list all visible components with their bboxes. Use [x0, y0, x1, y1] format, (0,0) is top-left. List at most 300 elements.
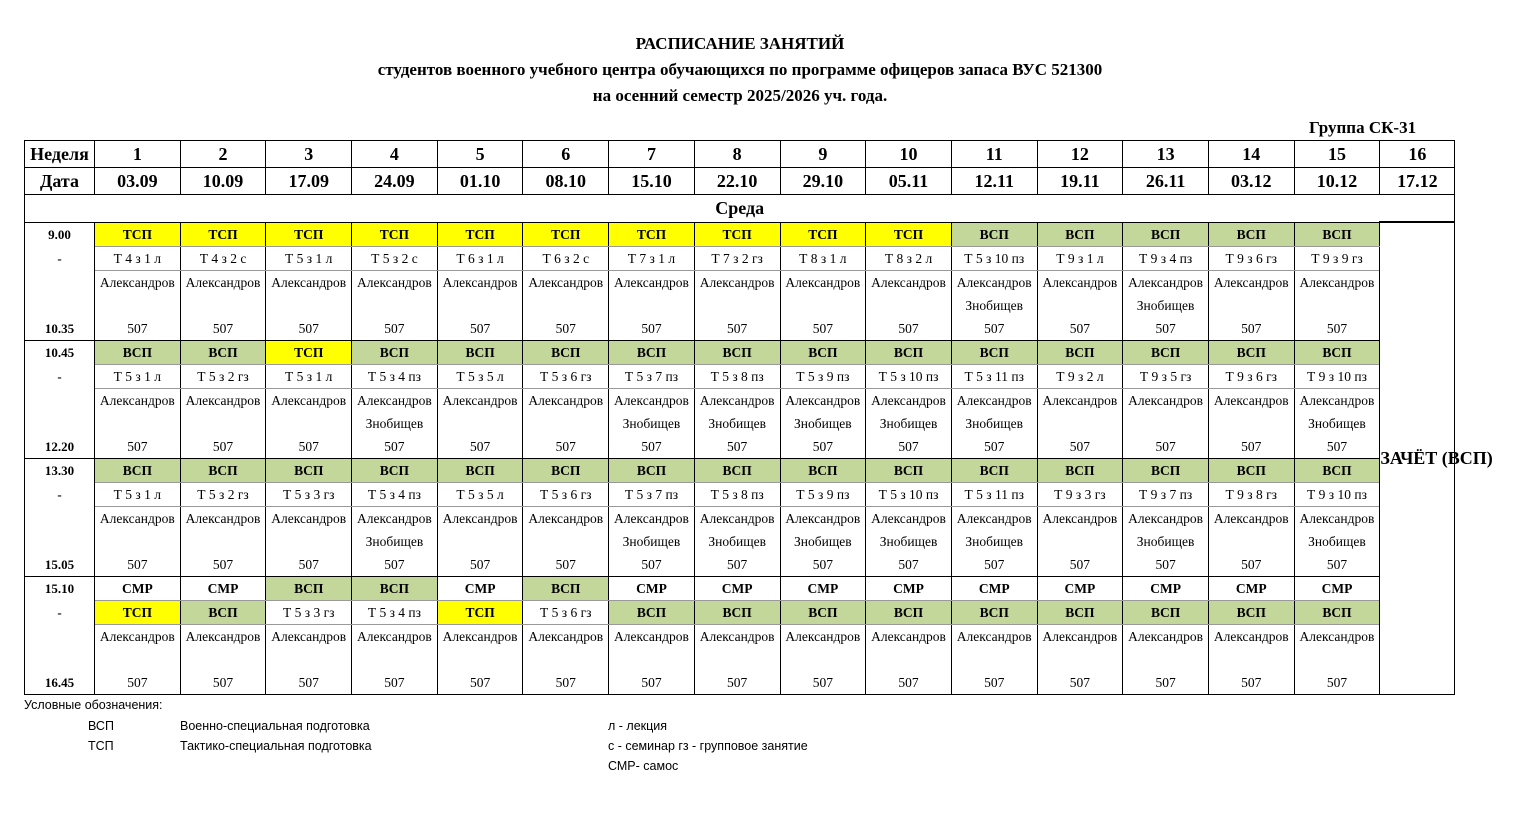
day-label: Среда	[25, 195, 1455, 223]
teacher2-cell	[266, 412, 352, 435]
teacher-cell: Александров	[1037, 270, 1123, 294]
room-cell: 507	[1037, 671, 1123, 695]
teacher-cell: Александров	[694, 624, 780, 648]
teacher2-cell	[1294, 294, 1380, 317]
room-cell: 507	[1037, 553, 1123, 577]
teacher2-cell	[1123, 412, 1209, 435]
subject-cell: ВСП	[1037, 222, 1123, 246]
teacher-cell: Александров	[780, 506, 866, 530]
teacher2-cell: Знобищев	[780, 530, 866, 553]
topic-cell: Т 8 з 1 л	[780, 246, 866, 270]
room-cell: 507	[1037, 435, 1123, 459]
topic-cell: ВСП	[1037, 600, 1123, 624]
week-number: 11	[951, 141, 1037, 168]
schedule-title: РАСПИСАНИЕ ЗАНЯТИЙ	[635, 34, 845, 53]
subject-cell: ВСП	[352, 576, 438, 600]
teacher-cell: Александров	[780, 624, 866, 648]
topic-cell: Т 7 з 1 л	[609, 246, 695, 270]
topic-cell: Т 5 з 1 л	[95, 364, 181, 388]
topic-cell: Т 9 з 10 пз	[1294, 364, 1380, 388]
teacher-cell: Александров	[694, 270, 780, 294]
topic-cell: Т 5 з 9 пз	[780, 482, 866, 506]
room-cell: 507	[609, 671, 695, 695]
teacher2-cell	[437, 412, 523, 435]
teacher2-cell	[780, 648, 866, 671]
topic-cell: ВСП	[1123, 600, 1209, 624]
subject-cell: ВСП	[1208, 458, 1294, 482]
week-number: 1	[95, 141, 181, 168]
topic-cell: ВСП	[1294, 600, 1380, 624]
week-number: 3	[266, 141, 352, 168]
teacher-cell: Александров	[180, 506, 266, 530]
teacher-cell: Александров	[1294, 624, 1380, 648]
week-date: 22.10	[694, 168, 780, 195]
room-cell: 507	[95, 435, 181, 459]
schedule-subtitle: студентов военного учебного центра обучающихся по программе офицеров запаса ВУС 521300	[377, 60, 1103, 79]
topic-cell: Т 5 з 2 с	[352, 246, 438, 270]
room-cell: 507	[437, 435, 523, 459]
topic-cell: ТСП	[95, 600, 181, 624]
subject-cell: ТСП	[95, 222, 181, 246]
topic-cell: Т 4 з 2 с	[180, 246, 266, 270]
teacher-cell: Александров	[609, 388, 695, 412]
zachet-cell: ЗАЧЁТ (ВСП)	[1380, 222, 1455, 694]
teacher2-cell: Знобищев	[866, 530, 952, 553]
legend-vsp-full: Военно-специальная подготовка	[180, 719, 370, 733]
teacher2-cell	[523, 648, 609, 671]
teacher-cell: Александров	[609, 506, 695, 530]
topic-cell: Т 9 з 3 гз	[1037, 482, 1123, 506]
subject-cell: СМР	[1037, 576, 1123, 600]
subject-cell: ТСП	[437, 222, 523, 246]
teacher-cell: Александров	[1208, 506, 1294, 530]
week-number: 10	[866, 141, 952, 168]
subject-cell: ТСП	[866, 222, 952, 246]
subject-cell: ВСП	[1208, 222, 1294, 246]
time-start: 15.10	[25, 576, 95, 600]
teacher-cell: Александров	[694, 506, 780, 530]
room-cell: 507	[694, 317, 780, 341]
teacher2-cell	[266, 648, 352, 671]
week-date: 03.09	[95, 168, 181, 195]
subject-cell: ВСП	[1294, 458, 1380, 482]
subject-cell: ВСП	[266, 576, 352, 600]
subject-cell: ВСП	[780, 458, 866, 482]
teacher2-cell	[951, 648, 1037, 671]
teacher2-cell: Знобищев	[1294, 412, 1380, 435]
room-cell: 507	[1037, 317, 1123, 341]
topic-cell: Т 5 з 11 пз	[951, 482, 1037, 506]
teacher2-cell	[1037, 648, 1123, 671]
time-start: 13.30	[25, 458, 95, 482]
topic-cell: Т 5 з 5 л	[437, 482, 523, 506]
week-number: 7	[609, 141, 695, 168]
week-date: 17.09	[266, 168, 352, 195]
room-cell: 507	[1123, 671, 1209, 695]
teacher-cell: Александров	[1123, 624, 1209, 648]
topic-cell: Т 5 з 4 пз	[352, 364, 438, 388]
topic-cell: Т 6 з 2 с	[523, 246, 609, 270]
subject-cell: СМР	[1123, 576, 1209, 600]
teacher-cell: Александров	[352, 388, 438, 412]
subject-cell: СМР	[95, 576, 181, 600]
teacher-cell: Александров	[266, 624, 352, 648]
teacher2-cell	[1037, 294, 1123, 317]
subject-cell: ВСП	[609, 340, 695, 364]
subject-cell: ВСП	[1037, 458, 1123, 482]
teacher2-cell	[609, 648, 695, 671]
teacher-cell: Александров	[1294, 270, 1380, 294]
teacher2-cell: Знобищев	[352, 412, 438, 435]
subject-cell: ТСП	[266, 222, 352, 246]
teacher2-cell: Знобищев	[1123, 294, 1209, 317]
topic-cell: Т 9 з 2 л	[1037, 364, 1123, 388]
topic-cell: Т 5 з 5 л	[437, 364, 523, 388]
topic-cell: ВСП	[866, 600, 952, 624]
legend-smr: СМР- самос	[608, 759, 679, 773]
week-number: 16	[1380, 141, 1455, 168]
teacher-cell: Александров	[1208, 270, 1294, 294]
teacher2-cell	[95, 294, 181, 317]
topic-cell: Т 5 з 7 пз	[609, 482, 695, 506]
teacher-cell: Александров	[951, 388, 1037, 412]
room-cell: 507	[180, 553, 266, 577]
room-cell: 507	[180, 435, 266, 459]
subject-cell: ВСП	[1037, 340, 1123, 364]
schedule-semester: на осенний семестр 2025/2026 уч. года.	[592, 86, 888, 105]
subject-cell: ВСП	[352, 340, 438, 364]
topic-cell: Т 9 з 10 пз	[1294, 482, 1380, 506]
subject-cell: ВСП	[180, 458, 266, 482]
time-end: 16.45	[25, 671, 95, 695]
room-cell: 507	[352, 317, 438, 341]
subject-cell: СМР	[437, 576, 523, 600]
room-cell: 507	[437, 553, 523, 577]
subject-cell: ВСП	[780, 340, 866, 364]
subject-cell: ВСП	[1123, 458, 1209, 482]
week-number: 6	[523, 141, 609, 168]
topic-cell: Т 9 з 6 гз	[1208, 364, 1294, 388]
week-date: 26.11	[1123, 168, 1209, 195]
week-number: 4	[352, 141, 438, 168]
topic-cell: Т 5 з 7 пз	[609, 364, 695, 388]
teacher-cell: Александров	[1294, 506, 1380, 530]
topic-cell: ТСП	[437, 600, 523, 624]
teacher-cell: Александров	[951, 506, 1037, 530]
room-cell: 507	[951, 671, 1037, 695]
room-cell: 507	[1294, 435, 1380, 459]
topic-cell: Т 5 з 4 пз	[352, 600, 438, 624]
topic-cell: Т 9 з 7 пз	[1123, 482, 1209, 506]
topic-cell: ВСП	[780, 600, 866, 624]
teacher-cell: Александров	[780, 388, 866, 412]
room-cell: 507	[1294, 671, 1380, 695]
room-cell: 507	[523, 435, 609, 459]
room-cell: 507	[352, 435, 438, 459]
week-number: 13	[1123, 141, 1209, 168]
room-cell: 507	[951, 435, 1037, 459]
topic-cell: ВСП	[694, 600, 780, 624]
room-cell: 507	[609, 435, 695, 459]
subject-cell: ВСП	[1294, 340, 1380, 364]
topic-cell: Т 8 з 2 л	[866, 246, 952, 270]
subject-cell: СМР	[780, 576, 866, 600]
teacher-cell: Александров	[523, 624, 609, 648]
teacher-cell: Александров	[437, 388, 523, 412]
teacher-cell: Александров	[95, 506, 181, 530]
week-number: 2	[180, 141, 266, 168]
time-start: 10.45	[25, 340, 95, 364]
legend-tsp-full: Тактико-специальная подготовка	[180, 739, 372, 753]
subject-cell: ВСП	[866, 340, 952, 364]
room-cell: 507	[866, 553, 952, 577]
topic-cell: Т 6 з 1 л	[437, 246, 523, 270]
teacher2-cell	[95, 412, 181, 435]
time-blank	[25, 648, 95, 671]
week-date: 19.11	[1037, 168, 1123, 195]
teacher-cell: Александров	[1123, 270, 1209, 294]
topic-cell: Т 9 з 5 гз	[1123, 364, 1209, 388]
room-cell: 507	[437, 317, 523, 341]
teacher-cell: Александров	[1037, 624, 1123, 648]
topic-cell: Т 9 з 1 л	[1037, 246, 1123, 270]
subject-cell: ВСП	[437, 458, 523, 482]
teacher2-cell	[609, 294, 695, 317]
teacher-cell: Александров	[180, 624, 266, 648]
topic-cell: Т 5 з 2 гз	[180, 482, 266, 506]
teacher2-cell	[694, 648, 780, 671]
teacher-cell: Александров	[609, 624, 695, 648]
subject-cell: СМР	[694, 576, 780, 600]
teacher2-cell: Знобищев	[1294, 530, 1380, 553]
topic-cell: Т 5 з 6 гз	[523, 600, 609, 624]
room-cell: 507	[352, 671, 438, 695]
subject-cell: ВСП	[951, 222, 1037, 246]
teacher2-cell	[1037, 412, 1123, 435]
topic-cell: Т 5 з 8 пз	[694, 364, 780, 388]
topic-cell: Т 5 з 10 пз	[866, 364, 952, 388]
teacher2-cell: Знобищев	[780, 412, 866, 435]
time-dash: -	[25, 364, 95, 388]
time-blank	[25, 412, 95, 435]
topic-cell: Т 9 з 9 гз	[1294, 246, 1380, 270]
schedule-table	[24, 140, 1493, 695]
room-cell: 507	[437, 671, 523, 695]
teacher-cell: Александров	[352, 624, 438, 648]
subject-cell: ВСП	[1294, 222, 1380, 246]
topic-cell: Т 9 з 6 гз	[1208, 246, 1294, 270]
room-cell: 507	[780, 435, 866, 459]
room-cell: 507	[951, 553, 1037, 577]
teacher2-cell: Знобищев	[866, 412, 952, 435]
subject-cell: ТСП	[523, 222, 609, 246]
teacher2-cell	[437, 530, 523, 553]
subject-cell: ТСП	[694, 222, 780, 246]
teacher2-cell: Знобищев	[609, 530, 695, 553]
subject-cell: ВСП	[523, 576, 609, 600]
topic-cell: Т 5 з 6 гз	[523, 364, 609, 388]
room-cell: 507	[1208, 317, 1294, 341]
subject-cell: СМР	[951, 576, 1037, 600]
teacher-cell: Александров	[1294, 388, 1380, 412]
time-blank	[25, 506, 95, 530]
topic-cell: Т 9 з 8 гз	[1208, 482, 1294, 506]
teacher-cell: Александров	[523, 506, 609, 530]
week-date: 01.10	[437, 168, 523, 195]
teacher-cell: Александров	[1123, 506, 1209, 530]
topic-cell: Т 5 з 1 л	[95, 482, 181, 506]
teacher-cell: Александров	[1037, 388, 1123, 412]
subject-cell: ТСП	[352, 222, 438, 246]
teacher-cell: Александров	[1037, 506, 1123, 530]
teacher-cell: Александров	[951, 270, 1037, 294]
week-label: Неделя	[25, 141, 95, 168]
subject-cell: ВСП	[523, 340, 609, 364]
teacher-cell: Александров	[437, 270, 523, 294]
teacher2-cell	[780, 294, 866, 317]
subject-cell: ВСП	[180, 340, 266, 364]
teacher-cell: Александров	[951, 624, 1037, 648]
time-dash: -	[25, 600, 95, 624]
subject-cell: ТСП	[180, 222, 266, 246]
week-number: 9	[780, 141, 866, 168]
teacher2-cell: Знобищев	[1123, 530, 1209, 553]
teacher-cell: Александров	[437, 506, 523, 530]
time-blank	[25, 294, 95, 317]
teacher-cell: Александров	[866, 624, 952, 648]
week-date: 24.09	[352, 168, 438, 195]
teacher-cell: Александров	[523, 388, 609, 412]
subject-cell: ТСП	[780, 222, 866, 246]
teacher2-cell: Знобищев	[609, 412, 695, 435]
topic-cell: Т 5 з 1 л	[266, 364, 352, 388]
room-cell: 507	[523, 553, 609, 577]
teacher2-cell	[180, 648, 266, 671]
teacher2-cell	[866, 648, 952, 671]
teacher2-cell	[1037, 530, 1123, 553]
week-number: 12	[1037, 141, 1123, 168]
room-cell: 507	[352, 553, 438, 577]
week-number: 8	[694, 141, 780, 168]
subject-cell: СМР	[1208, 576, 1294, 600]
week-date: 10.12	[1294, 168, 1380, 195]
room-cell: 507	[609, 553, 695, 577]
room-cell: 507	[523, 671, 609, 695]
subject-cell: СМР	[609, 576, 695, 600]
legend-lecture: л - лекция	[608, 719, 668, 733]
teacher2-cell	[95, 648, 181, 671]
topic-cell: Т 5 з 10 пз	[866, 482, 952, 506]
subject-cell: ВСП	[95, 458, 181, 482]
teacher2-cell	[523, 294, 609, 317]
subject-cell: ВСП	[951, 340, 1037, 364]
subject-cell: ВСП	[523, 458, 609, 482]
legend-heading: Условные обозначения:	[24, 698, 163, 712]
room-cell: 507	[95, 671, 181, 695]
week-date: 05.11	[866, 168, 952, 195]
topic-cell: Т 5 з 11 пз	[951, 364, 1037, 388]
time-blank	[25, 530, 95, 553]
room-cell: 507	[1294, 317, 1380, 341]
teacher2-cell	[1208, 294, 1294, 317]
teacher2-cell	[1208, 412, 1294, 435]
teacher2-cell	[95, 530, 181, 553]
date-label: Дата	[25, 168, 95, 195]
teacher2-cell	[866, 294, 952, 317]
topic-cell: Т 5 з 3 гз	[266, 600, 352, 624]
legend-seminar: с - семинар гз - групповое занятие	[608, 739, 808, 753]
teacher-cell: Александров	[437, 624, 523, 648]
room-cell: 507	[523, 317, 609, 341]
room-cell: 507	[95, 553, 181, 577]
legend-vsp-abbr: ВСП	[88, 719, 114, 733]
time-end: 10.35	[25, 317, 95, 341]
teacher-cell: Александров	[523, 270, 609, 294]
subject-cell: СМР	[180, 576, 266, 600]
teacher2-cell	[523, 412, 609, 435]
subject-cell: ВСП	[694, 458, 780, 482]
teacher2-cell	[1294, 648, 1380, 671]
week-number: 15	[1294, 141, 1380, 168]
room-cell: 507	[1123, 435, 1209, 459]
time-dash: -	[25, 482, 95, 506]
subject-cell: ВСП	[1123, 222, 1209, 246]
room-cell: 507	[266, 435, 352, 459]
teacher-cell: Александров	[866, 506, 952, 530]
teacher-cell: Александров	[1123, 388, 1209, 412]
week-date: 12.11	[951, 168, 1037, 195]
teacher-cell: Александров	[1208, 624, 1294, 648]
teacher-cell: Александров	[866, 388, 952, 412]
week-date: 15.10	[609, 168, 695, 195]
room-cell: 507	[1294, 553, 1380, 577]
teacher-cell: Александров	[866, 270, 952, 294]
topic-cell: ВСП	[951, 600, 1037, 624]
subject-cell: ВСП	[95, 340, 181, 364]
room-cell: 507	[266, 317, 352, 341]
room-cell: 507	[694, 671, 780, 695]
teacher-cell: Александров	[266, 388, 352, 412]
time-blank	[25, 388, 95, 412]
teacher2-cell	[437, 648, 523, 671]
week-date: 03.12	[1208, 168, 1294, 195]
teacher2-cell	[180, 530, 266, 553]
subject-cell: ВСП	[266, 458, 352, 482]
topic-cell: Т 7 з 2 гз	[694, 246, 780, 270]
time-blank	[25, 270, 95, 294]
teacher2-cell	[437, 294, 523, 317]
time-end: 15.05	[25, 553, 95, 577]
week-date: 17.12	[1380, 168, 1455, 195]
room-cell: 507	[780, 671, 866, 695]
teacher2-cell: Знобищев	[694, 412, 780, 435]
teacher2-cell	[352, 648, 438, 671]
room-cell: 507	[694, 435, 780, 459]
teacher2-cell	[180, 294, 266, 317]
topic-cell: Т 5 з 6 гз	[523, 482, 609, 506]
legend-tsp-abbr: ТСП	[88, 739, 114, 753]
time-dash: -	[25, 246, 95, 270]
room-cell: 507	[609, 317, 695, 341]
teacher-cell: Александров	[780, 270, 866, 294]
teacher2-cell	[1208, 648, 1294, 671]
subject-cell: ВСП	[352, 458, 438, 482]
room-cell: 507	[1208, 671, 1294, 695]
topic-cell: Т 5 з 2 гз	[180, 364, 266, 388]
teacher2-cell	[1123, 648, 1209, 671]
topic-cell: ВСП	[180, 600, 266, 624]
teacher-cell: Александров	[180, 270, 266, 294]
